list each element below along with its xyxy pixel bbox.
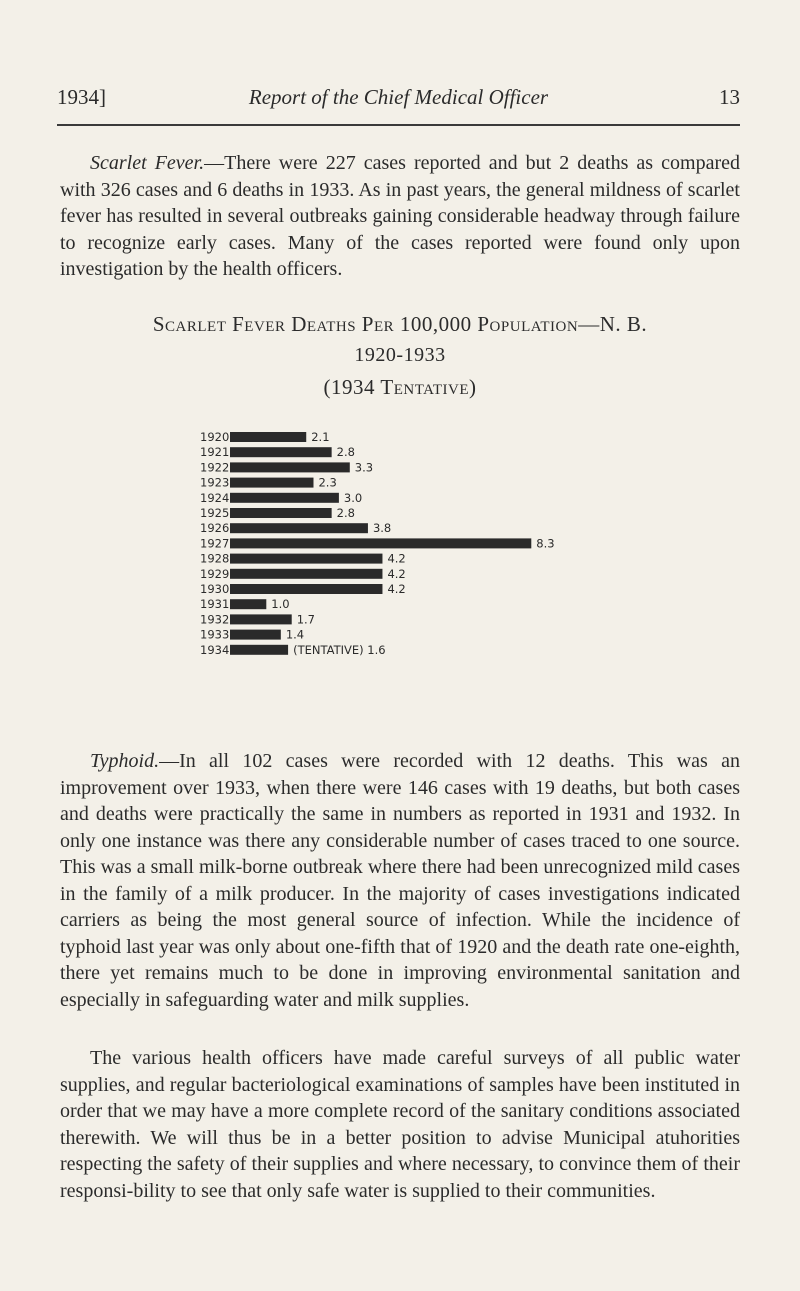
year-label-1934: 1934 xyxy=(200,642,230,657)
year-label-1923: 1923 xyxy=(200,475,230,490)
year-label-1925: 1925 xyxy=(200,506,230,520)
bar-1932 xyxy=(230,614,292,624)
scarlet-fever-bar-chart xyxy=(200,428,580,668)
value-label-1922: 3.3 xyxy=(354,460,374,475)
value-label-1921: 2.8 xyxy=(336,445,355,460)
value-label-1926: 3.8 xyxy=(372,521,392,536)
chart-title: Scarlet Fever Deaths Per 100,000 Population—N. B. xyxy=(152,312,648,336)
value-label-1928: 4.2 xyxy=(387,551,406,566)
value-label-1933: 1.4 xyxy=(285,627,305,642)
page-header xyxy=(57,85,740,115)
year-label-1927: 1927 xyxy=(200,536,230,551)
year-label-1920: 1920 xyxy=(200,430,230,444)
bar-1923 xyxy=(230,478,313,488)
header-rule xyxy=(57,124,740,126)
bar-1928 xyxy=(230,554,382,564)
bar-1933 xyxy=(230,630,281,640)
typhoid-paragraph xyxy=(60,748,740,1013)
year-label-1931: 1931 xyxy=(200,597,230,612)
header-title: Report of the Chief Medical Officer xyxy=(248,85,549,109)
value-label-1927: 8.3 xyxy=(536,536,555,551)
bar-1924 xyxy=(230,493,339,503)
value-label-1932: 1.7 xyxy=(296,612,316,627)
value-label-1934: (TENTATIVE) 1.6 xyxy=(293,642,386,657)
value-label-1925: 2.8 xyxy=(336,506,355,520)
value-label-1923: 2.3 xyxy=(318,475,337,490)
water-supply-paragraph: The various health officers have made careful surveys of all public water supplies, and regular bacteriological examinations of samples have been instituted in order that we may have a more complete record of the sanitary conditions associated therewith. We will thus be in a better position to advise Municipal atuhorities respecting the safety of their supplies and where necessary, to convince them of their responsi-bility to see that only safe water is supplied to their communities. xyxy=(60,1047,740,1202)
year-label-1929: 1929 xyxy=(200,566,230,581)
chart-subtitle: (1934 Tentative) xyxy=(323,375,477,399)
bar-1927 xyxy=(230,538,531,548)
value-label-1920: 2.1 xyxy=(311,430,330,444)
year-label-1924: 1924 xyxy=(200,490,230,505)
year-label-1921: 1921 xyxy=(200,445,230,460)
bar-1931 xyxy=(230,599,266,609)
bar-1921 xyxy=(230,447,332,457)
value-label-1929: 4.2 xyxy=(387,566,406,581)
year-label-1922: 1922 xyxy=(200,460,230,475)
year-label-1930: 1930 xyxy=(200,582,230,596)
typhoid-lead: Typhoid. xyxy=(90,750,160,772)
header-year: 1934] xyxy=(57,85,106,109)
year-label-1932: 1932 xyxy=(200,612,230,627)
scarlet-fever-lead: Scarlet Fever. xyxy=(90,152,205,174)
chart-years: 1920-1933 xyxy=(354,344,446,366)
scarlet-fever-text: —There were 227 cases reported and but 2 deaths as compared with 326 cases and 6 deaths in 1933. As in past years, the general mildness of scarlet fever has resulted in several outbreaks gaining considerable headway through failure to recognize early cases. Many of the cases reported were found only upon investigation by the health officers. xyxy=(60,152,740,280)
value-label-1924: 3.0 xyxy=(343,490,363,505)
year-label-1933: 1933 xyxy=(200,627,230,642)
bar-1929 xyxy=(230,569,382,579)
bar-1925 xyxy=(230,508,332,518)
bar-1920 xyxy=(230,432,306,442)
typhoid-text: —In all 102 cases were recorded with 12 deaths. This was an improvement over 1933, when there were 146 cases with 19 deaths, but both cases and deaths were practically the same in numbers as reported in 1931 and 1932. In only one instance was there any considerable number of cases traced to one source. This was a small milk-borne outbreak where there had been unrecognized mild cases in the family of a milk producer. In the majority of cases investigations indicated carriers as being the most general source of infection. While the incidence of typhoid last year was only about one-fifth that of 1920 and the death rate one-eighth, there yet remains much to be done in improving environmental sanitation and especially in safeguarding water and milk supplies. xyxy=(60,750,740,1011)
value-label-1930: 4.2 xyxy=(387,582,406,596)
bar-1934 xyxy=(230,645,288,655)
year-label-1926: 1926 xyxy=(200,521,230,536)
year-label-1928: 1928 xyxy=(200,551,230,566)
scarlet-fever-paragraph xyxy=(60,150,740,283)
value-label-1931: 1.0 xyxy=(271,597,290,612)
page-number: 13 xyxy=(719,85,740,109)
bar-1922 xyxy=(230,462,350,472)
bar-1930 xyxy=(230,584,382,594)
bar-1926 xyxy=(230,523,368,533)
